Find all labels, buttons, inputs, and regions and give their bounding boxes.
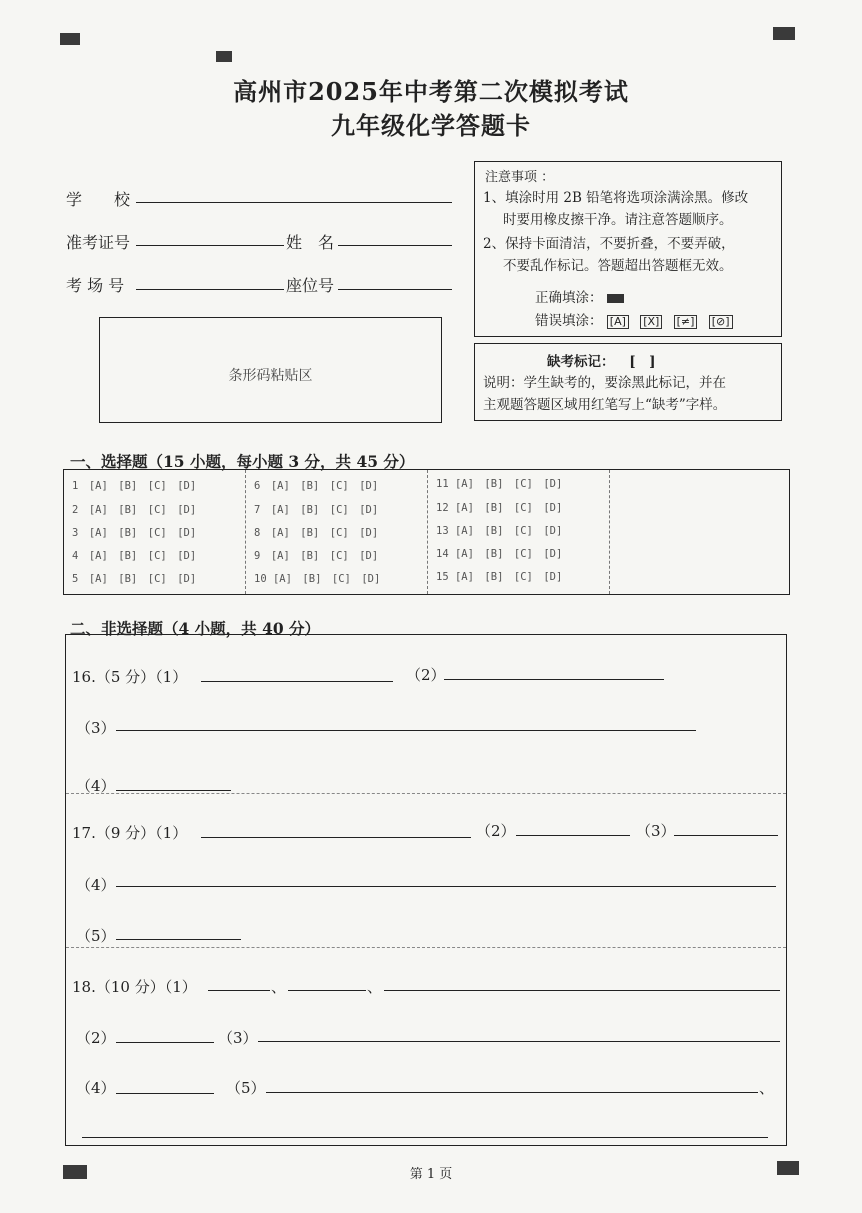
choice-row-14[interactable]: 14 [A] [B] [C] [D] <box>436 548 563 560</box>
exam-number-label: 准考证号 <box>66 233 131 252</box>
q18-part-3: （3） <box>218 1029 258 1047</box>
wrong-fill-sample: [X] <box>640 315 662 329</box>
notice-box <box>474 161 782 337</box>
exam-room-label: 考 场 号 <box>66 276 125 295</box>
absent-checkbox[interactable]: [ ] <box>629 354 656 370</box>
q18-answer-1a[interactable] <box>208 990 270 991</box>
barcode-area <box>99 317 442 423</box>
school-field[interactable] <box>136 202 452 203</box>
q18-sep-1: 、 <box>271 978 287 996</box>
q18-answer-3[interactable] <box>258 1041 780 1042</box>
choice-row-2[interactable]: 2 [A] [B] [C] [D] <box>72 504 197 516</box>
q17-answer-2[interactable] <box>516 835 630 836</box>
q18-part-5: （5） <box>226 1079 266 1097</box>
seat-number-label: 座位号 <box>286 276 335 295</box>
absent-box <box>474 343 782 421</box>
q16-part-3: （3） <box>76 719 116 737</box>
seat-number-field[interactable] <box>338 289 452 290</box>
section1-title: 一、选择题（15 小题，每小题 3 分，共 45 分） <box>70 452 415 471</box>
q18-answer-2[interactable] <box>116 1042 214 1043</box>
column-divider <box>245 470 246 594</box>
barcode-label: 条形码粘贴区 <box>228 368 313 384</box>
registration-mark-top-left <box>60 33 80 45</box>
q18-part-4: （4） <box>76 1079 116 1097</box>
q18-part-2: （2） <box>76 1029 116 1047</box>
q17-answer-4[interactable] <box>116 886 776 887</box>
exam-room-field[interactable] <box>136 289 284 290</box>
absent-label: 缺考标记： <box>547 354 615 370</box>
wrong-fill-row <box>535 309 740 333</box>
choice-row-5[interactable]: 5 [A] [B] [C] [D] <box>72 573 197 585</box>
column-divider <box>609 470 610 594</box>
q16-part-4: （4） <box>76 777 116 795</box>
q18-head: 18.（10 分）（1） <box>72 978 197 996</box>
q16-answer-2[interactable] <box>444 679 664 680</box>
choice-row-11[interactable]: 11 [A] [B] [C] [D] <box>436 478 563 490</box>
notice-item-2a: 2、保持卡面清洁，不要折叠，不要弄破， <box>483 236 735 252</box>
q18-answer-4[interactable] <box>116 1093 214 1094</box>
page-number: 第 1 页 <box>409 1167 453 1182</box>
question-divider <box>66 947 786 948</box>
q16-part-2: （2） <box>406 666 446 684</box>
correct-fill-row <box>535 286 624 310</box>
notice-item-1a: 1、填涂时用 2B 铅笔将选项涂满涂黑。修改 <box>483 190 749 206</box>
choice-row-15[interactable]: 15 [A] [B] [C] [D] <box>436 571 563 583</box>
choice-row-4[interactable]: 4 [A] [B] [C] [D] <box>72 550 197 562</box>
choice-row-9[interactable]: 9 [A] [B] [C] [D] <box>254 550 379 562</box>
absent-desc-b: 主观题答题区域用红笔写上“缺考”字样。 <box>483 397 727 413</box>
q18-sep-end: 、 <box>759 1079 775 1097</box>
choice-row-10[interactable]: 10 [A] [B] [C] [D] <box>254 573 381 585</box>
page-title: 高州市2025年中考第二次模拟考试 <box>233 77 629 106</box>
choice-row-7[interactable]: 7 [A] [B] [C] [D] <box>254 504 379 516</box>
q17-head: 17.（9 分）（1） <box>72 824 188 842</box>
q18-answer-5-continued[interactable] <box>82 1137 768 1138</box>
notice-item-1b: 时要用橡皮擦干净。请注意答题顺序。 <box>503 212 733 228</box>
wrong-fill-sample: [A] <box>607 315 629 329</box>
section2-title: 二、非选择题（4 小题，共 40 分） <box>70 619 321 638</box>
choice-row-1[interactable]: 1 [A] [B] [C] [D] <box>72 480 197 492</box>
name-field[interactable] <box>338 245 452 246</box>
column-divider <box>427 470 428 594</box>
choice-row-13[interactable]: 13 [A] [B] [C] [D] <box>436 525 563 537</box>
q16-answer-1[interactable] <box>201 681 393 682</box>
q18-answer-1c[interactable] <box>384 990 780 991</box>
q17-part-2: （2） <box>476 822 516 840</box>
q18-answer-5[interactable] <box>266 1092 758 1093</box>
notice-item-2b: 不要乱作标记。答题超出答题框无效。 <box>503 258 733 274</box>
choice-row-8[interactable]: 8 [A] [B] [C] [D] <box>254 527 379 539</box>
q17-answer-1[interactable] <box>201 837 471 838</box>
q17-answer-3[interactable] <box>674 835 778 836</box>
q16-answer-4[interactable] <box>116 790 231 791</box>
registration-mark-top-center <box>216 51 232 62</box>
q16-head: 16.（5 分）（1） <box>72 668 188 686</box>
q16-answer-3[interactable] <box>116 730 696 731</box>
choice-row-6[interactable]: 6 [A] [B] [C] [D] <box>254 480 379 492</box>
correct-fill-sample <box>607 294 624 303</box>
q18-sep-2: 、 <box>367 978 383 996</box>
q17-part-4: （4） <box>76 876 116 894</box>
question-divider <box>66 793 786 794</box>
registration-mark-top-right <box>773 27 795 40</box>
wrong-fill-sample: [⊘] <box>709 315 733 329</box>
wrong-fill-label: 错误填涂： <box>535 313 603 329</box>
answer-area <box>65 634 787 1146</box>
q17-answer-5[interactable] <box>116 939 241 940</box>
choice-grid <box>63 469 790 595</box>
school-label: 学 校 <box>66 190 131 209</box>
correct-fill-label: 正确填涂： <box>535 290 603 306</box>
absent-desc-a: 说明：学生缺考的，要涂黑此标记，并在 <box>483 375 726 391</box>
name-label: 姓 名 <box>286 233 335 252</box>
notice-title: 注意事项 ： <box>485 170 555 185</box>
exam-number-field[interactable] <box>136 245 284 246</box>
q17-part-3: （3） <box>636 822 676 840</box>
wrong-fill-sample: [≠] <box>674 315 698 329</box>
choice-row-12[interactable]: 12 [A] [B] [C] [D] <box>436 502 563 514</box>
q17-part-5: （5） <box>76 927 116 945</box>
page-subtitle: 九年级化学答题卡 <box>331 111 531 140</box>
q18-answer-1b[interactable] <box>288 990 366 991</box>
choice-row-3[interactable]: 3 [A] [B] [C] [D] <box>72 527 197 539</box>
